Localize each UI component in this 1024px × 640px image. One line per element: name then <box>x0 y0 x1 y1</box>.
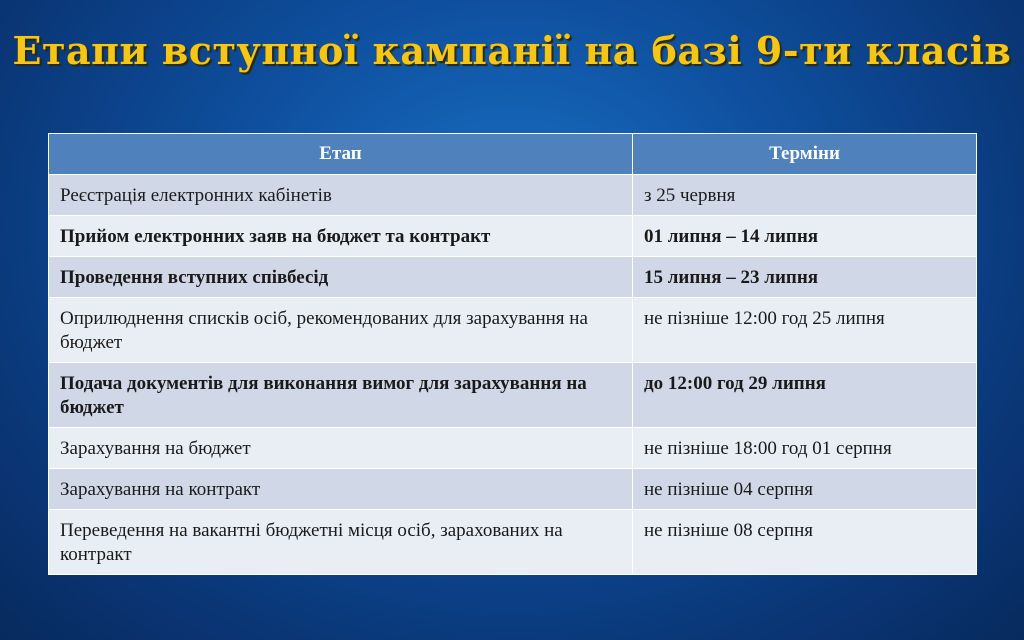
schedule-table-container <box>48 133 976 575</box>
term-cell: до 12:00 год 29 липня <box>633 363 977 428</box>
schedule-table <box>48 133 977 575</box>
stage-cell: Зарахування на контракт <box>49 469 633 510</box>
term-cell: не пізніше 04 серпня <box>633 469 977 510</box>
term-cell: не пізніше 12:00 год 25 липня <box>633 298 977 363</box>
table-row <box>49 175 977 216</box>
slide-title: Етапи вступної кампанії на базі 9-ти класів <box>12 28 1012 73</box>
table-row <box>49 216 977 257</box>
term-cell: не пізніше 18:00 год 01 серпня <box>633 428 977 469</box>
header-stage: Етап <box>49 134 633 175</box>
table-row <box>49 363 977 428</box>
stage-cell: Прийом електронних заяв на бюджет та контракт <box>49 216 633 257</box>
stage-cell: Переведення на вакантні бюджетні місця осіб, зарахованих на контракт <box>49 510 633 575</box>
term-cell: не пізніше 08 серпня <box>633 510 977 575</box>
table-row <box>49 469 977 510</box>
table-row <box>49 298 977 363</box>
stage-cell: Реєстрація електронних кабінетів <box>49 175 633 216</box>
term-cell: 01 липня – 14 липня <box>633 216 977 257</box>
table-row <box>49 428 977 469</box>
table-row <box>49 510 977 575</box>
stage-cell: Подача документів для виконання вимог для зарахування на бюджет <box>49 363 633 428</box>
header-terms: Терміни <box>633 134 977 175</box>
stage-cell: Зарахування на бюджет <box>49 428 633 469</box>
term-cell: 15 липня – 23 липня <box>633 257 977 298</box>
table-row <box>49 257 977 298</box>
term-cell: з 25 червня <box>633 175 977 216</box>
stage-cell: Оприлюднення списків осіб, рекомендованих для зарахування на бюджет <box>49 298 633 363</box>
stage-cell: Проведення вступних співбесід <box>49 257 633 298</box>
table-header-row <box>49 134 977 175</box>
